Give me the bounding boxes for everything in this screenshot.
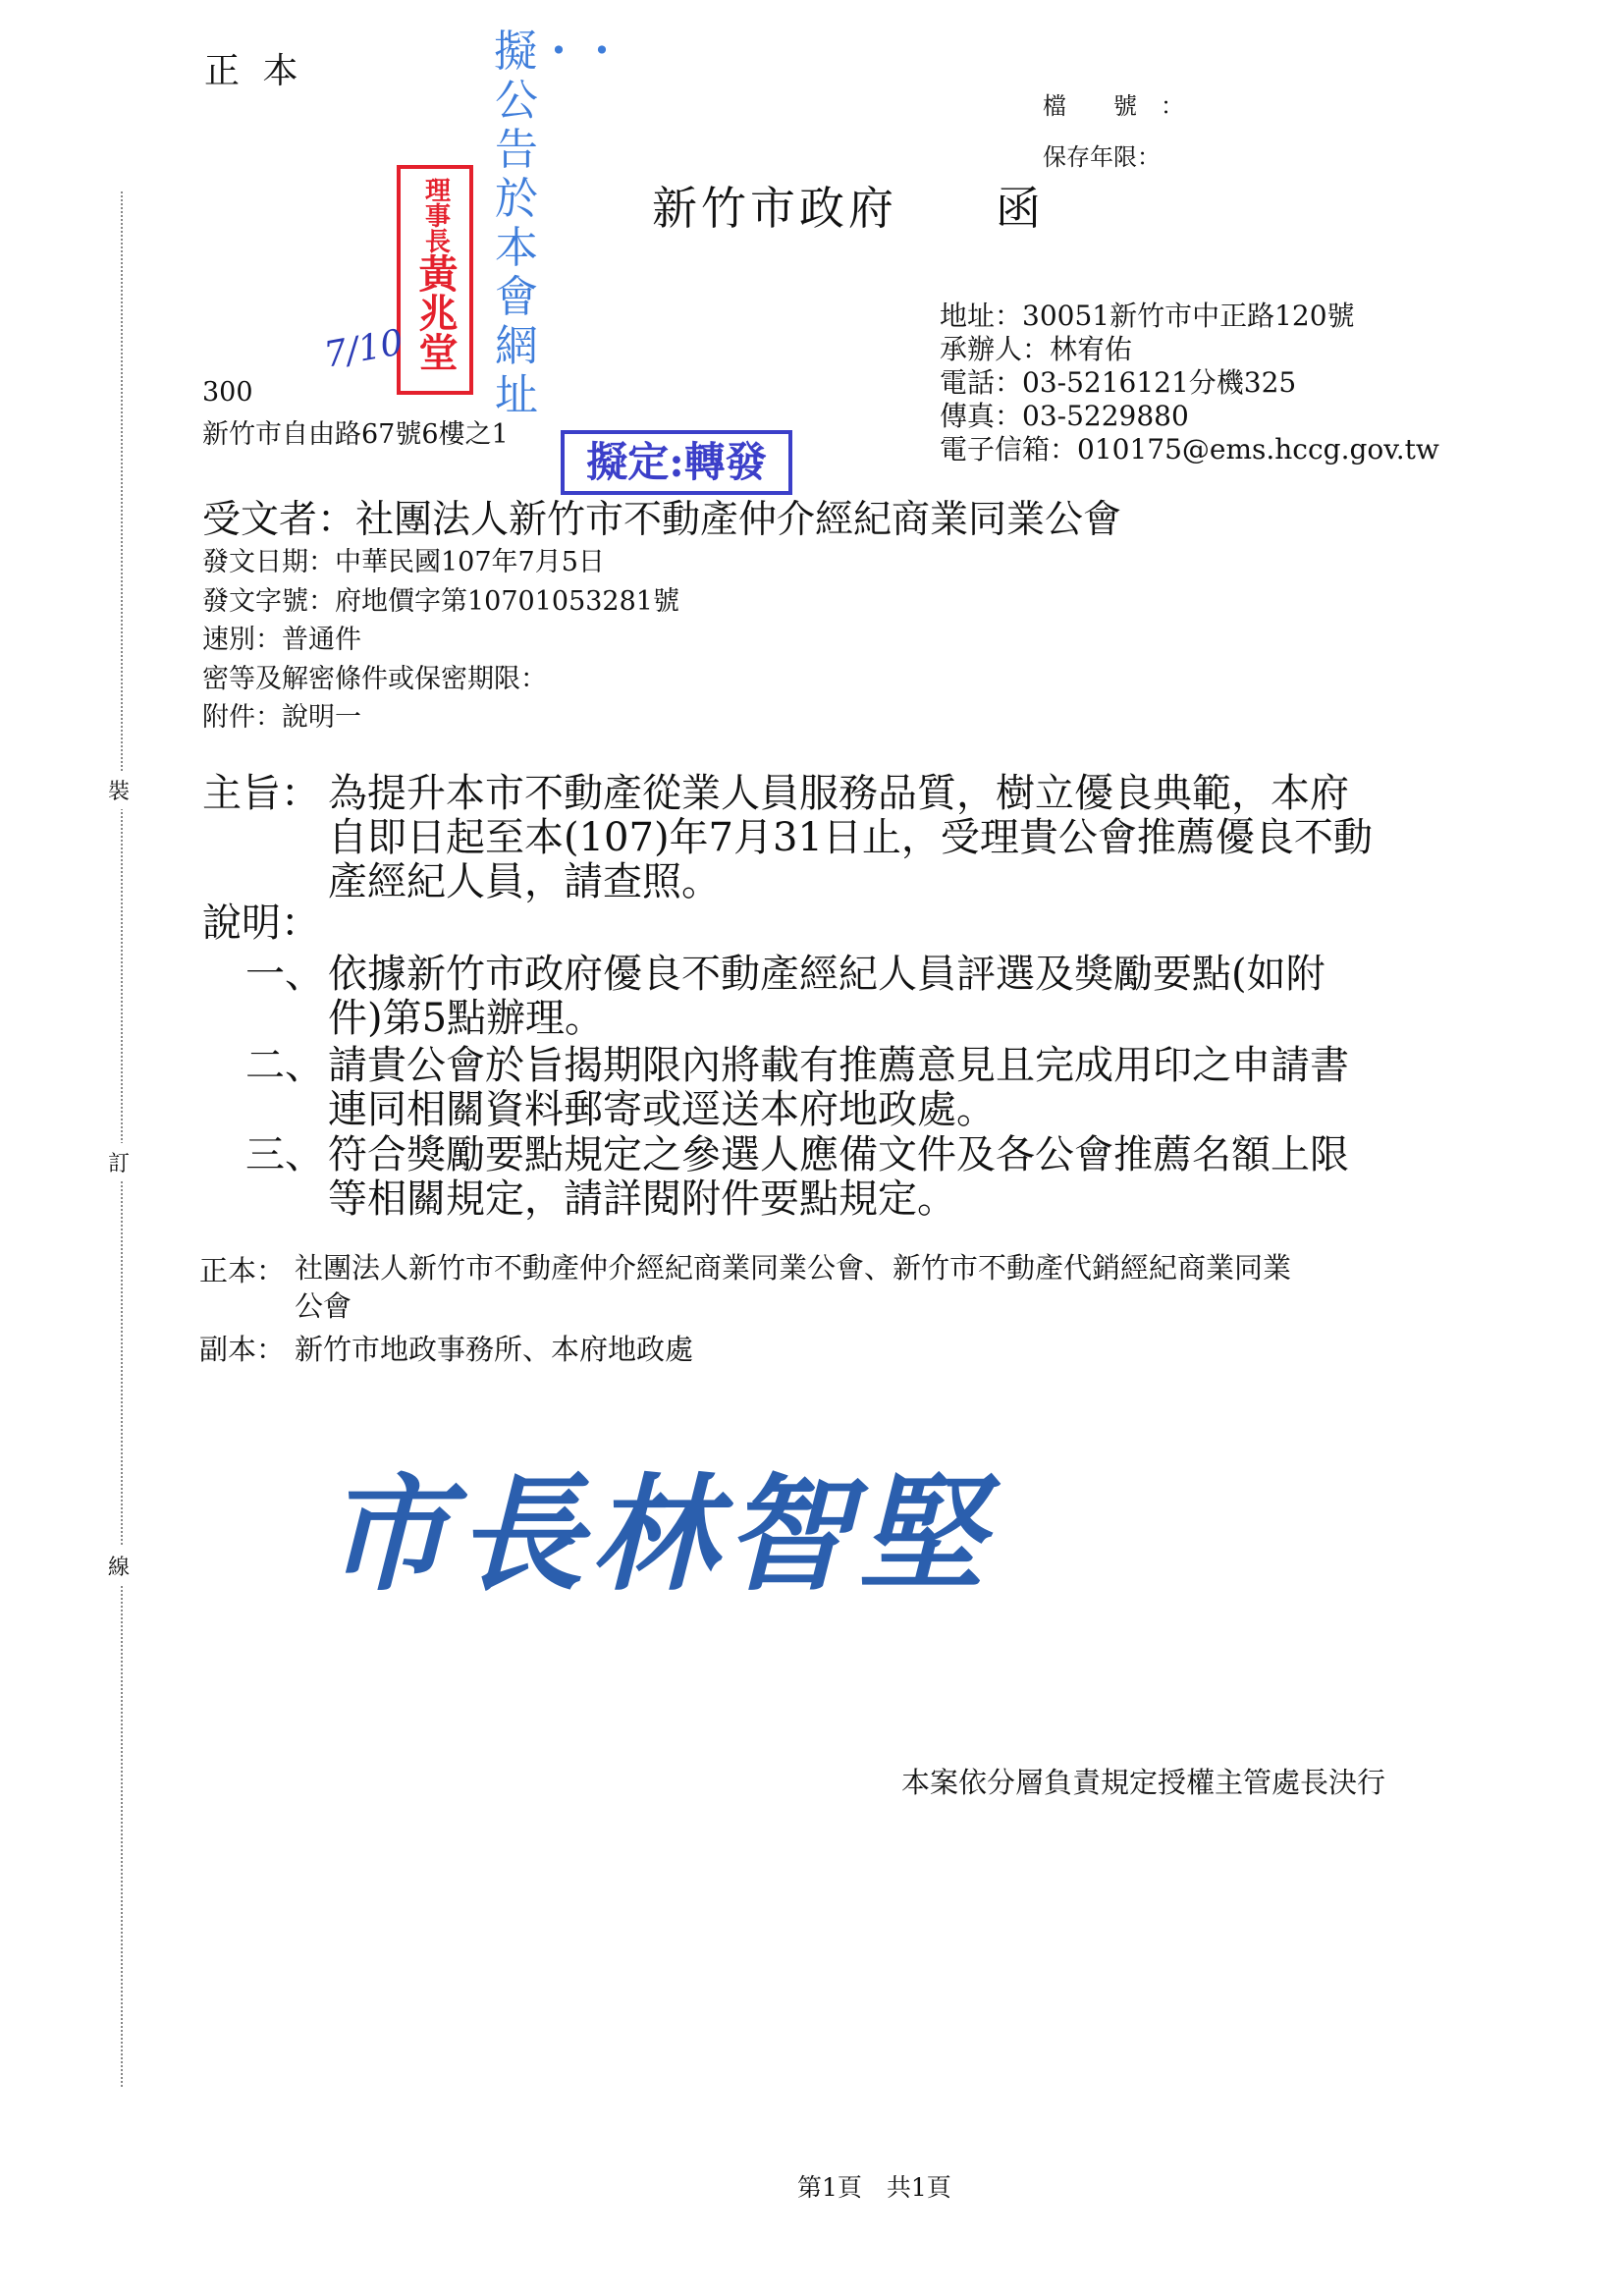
explanation-line: 連同相關資料郵寄或逕送本府地政處。 <box>328 1087 996 1132</box>
urgency: 速別：普通件 <box>202 625 361 655</box>
subject-line: 產經紀人員，請查照。 <box>328 859 721 904</box>
seal-title: 理事長 <box>420 177 451 253</box>
explanation-item-num: 二、 <box>245 1043 324 1088</box>
sender-fax: 傳真：03-5229880 <box>940 400 1189 432</box>
handwritten-date: 7/10 <box>321 322 406 376</box>
binding-line <box>121 191 123 2087</box>
subject-label: 主旨： <box>202 771 320 816</box>
original-recipients-line: 社團法人新竹市不動產仲介經紀商業同業公會、新竹市不動產代銷經紀商業同業 <box>295 1251 1292 1285</box>
copy-recipients-label: 副本： <box>199 1333 286 1366</box>
explanation-item-num: 三、 <box>245 1132 324 1177</box>
sender-info <box>940 300 1439 466</box>
subject-line: 自即日起至本(107)年7月31日止，受理貴公會推薦優良不動 <box>328 815 1373 860</box>
subject-line: 為提升本市不動產從業人員服務品質，樹立優良典範，本府 <box>328 771 1349 816</box>
subject-text <box>328 772 1373 904</box>
original-recipients-line: 公會 <box>295 1289 352 1323</box>
page-title: 新竹市政府 函 <box>652 182 1045 235</box>
original-recipients-label: 正本： <box>199 1254 286 1287</box>
decision-stamp: 擬定:轉發 <box>561 430 792 495</box>
seal-name: 黃兆堂 <box>412 253 459 371</box>
recipient: 受文者：社團法人新竹市不動產仲介經紀商業同業公會 <box>202 498 1122 542</box>
authorization-note: 本案依分層負責規定授權主管處長決行 <box>901 1766 1386 1799</box>
copy-type: 正 本 <box>204 51 304 91</box>
page-footer: 第1頁 共1頁 <box>797 2173 951 2202</box>
explanation-line: 依據新竹市政府優良不動產經紀人員評選及獎勵要點(如附 <box>328 952 1325 997</box>
explanation-label: 說明： <box>202 901 320 946</box>
file-number-label: 檔 號 ： <box>1043 92 1184 120</box>
margin-label-bind: 裝 <box>108 771 130 809</box>
explanation-item-num: 一、 <box>245 952 324 997</box>
explanation-line: 符合獎勵要點規定之參選人應備文件及各公會推薦名額上限 <box>328 1132 1349 1177</box>
retention-label: 保存年限： <box>1043 143 1161 171</box>
attachments: 附件：說明一 <box>202 702 361 733</box>
recipient-address: 新竹市自由路67號6樓之1 <box>202 419 509 450</box>
sender-email: 電子信箱：010175@ems.hccg.gov.tw <box>940 433 1439 465</box>
margin-label-line: 線 <box>108 1547 130 1585</box>
mayor-signature: 市長林智堅 <box>324 1461 993 1609</box>
explanation-item <box>328 1133 1349 1222</box>
copy-recipients: 新竹市地政事務所、本府地政處 <box>295 1333 694 1366</box>
explanation-item <box>328 1044 1349 1132</box>
classification: 密等及解密條件或保密期限： <box>202 663 547 694</box>
notice-stamp-vertical: 擬・・公告於本會網址 <box>494 27 623 420</box>
sender-contact-person: 承辦人：林宥佑 <box>940 333 1133 365</box>
explanation-line: 請貴公會於旨揭期限內將載有推薦意見且完成用印之申請書 <box>328 1043 1349 1088</box>
original-recipients <box>295 1249 1291 1326</box>
explanation-item <box>328 953 1325 1041</box>
sender-phone: 電話：03-5216121分機325 <box>940 366 1297 399</box>
chairman-seal <box>397 165 473 395</box>
explanation-line: 件)第5點辦理。 <box>328 996 605 1041</box>
recipient-zip: 300 <box>202 377 253 408</box>
issue-date: 發文日期：中華民國107年7月5日 <box>202 547 605 577</box>
document-number: 發文字號：府地價字第10701053281號 <box>202 585 679 617</box>
sender-address: 地址：30051新竹市中正路120號 <box>940 300 1355 332</box>
margin-label-staple: 訂 <box>108 1143 130 1181</box>
document-meta <box>202 543 679 738</box>
explanation-line: 等相關規定，請詳閱附件要點規定。 <box>328 1176 956 1222</box>
